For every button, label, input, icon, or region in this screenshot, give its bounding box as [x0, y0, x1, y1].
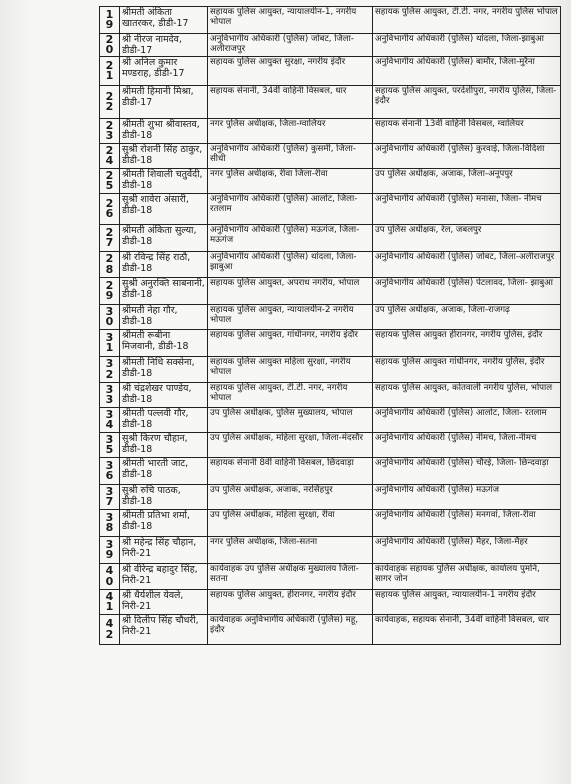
table-row — [100, 34, 561, 57]
table-row — [100, 510, 561, 537]
table-row — [100, 458, 561, 485]
new-posting-cell: कार्यवाहक सहायक पुलिस अधीक्षक, कार्यालय पुमनि, सागर जोन — [373, 564, 561, 590]
table-row — [100, 225, 561, 252]
officer-name-cell: श्री महेन्द्र सिंह चौहान, निरी-21 — [120, 537, 208, 564]
serial-number-cell: 24 — [100, 144, 120, 169]
serial-number-cell: 20 — [100, 34, 120, 57]
officer-name-cell: श्री अनिल कुमार मण्डराह, डीडी-17 — [120, 57, 208, 86]
officer-name-cell: श्रीमती भारती जाट, डीडी-18 — [120, 458, 208, 485]
current-posting-cell: सहायक पुलिस आयुक्त महिला सुरक्षा, नगरीय भोपाल — [208, 357, 373, 383]
table-row — [100, 564, 561, 590]
current-posting-cell: अनुविभागीय अधिकारी (पुलिस) जोबट, जिला-अलीराजपुर — [208, 34, 373, 57]
officer-name-cell: श्रीमती निधि सक्सेना, डीडी-18 — [120, 357, 208, 383]
serial-number-cell: 23 — [100, 119, 120, 144]
table-row — [100, 169, 561, 194]
table-row — [100, 383, 561, 408]
new-posting-cell: अनुविभागीय अधिकारी (पुलिस) मऊगंज — [373, 485, 561, 510]
serial-number-cell: 32 — [100, 357, 120, 383]
table-row — [100, 590, 561, 615]
table-row — [100, 330, 561, 357]
serial-number-cell: 26 — [100, 194, 120, 225]
officer-name-cell: श्री चंद्रशेखर पाण्डेय, डीडी-18 — [120, 383, 208, 408]
serial-number-cell: 40 — [100, 564, 120, 590]
current-posting-cell: अनुविभागीय अधिकारी (पुलिस) थांदला, जिला-झाबुआ — [208, 252, 373, 278]
new-posting-cell: उप पुलिस अधीक्षक, अजाक, जिला-राजगढ़ — [373, 305, 561, 330]
officer-name-cell: श्रीमती शुभा श्रीवास्तव, डीडी-18 — [120, 119, 208, 144]
serial-number-cell: 35 — [100, 433, 120, 458]
officer-name-cell: श्रीमती हिमानी मिश्रा, डीडी-17 — [120, 86, 208, 119]
serial-number-cell: 25 — [100, 169, 120, 194]
new-posting-cell: उप पुलिस अधीक्षक, रेल, जबलपुर — [373, 225, 561, 252]
new-posting-cell: सहायक पुलिस आयुक्त, परदेशीपुरा, नगरीय पुलिस, जिला-इंदौर — [373, 86, 561, 119]
serial-number-cell: 27 — [100, 225, 120, 252]
serial-number-cell: 37 — [100, 485, 120, 510]
officer-name-cell: श्रीमती पल्लवी गौर, डीडी-18 — [120, 408, 208, 433]
transfer-table — [99, 6, 561, 645]
serial-number-cell: 39 — [100, 537, 120, 564]
current-posting-cell: नगर पुलिस अधीक्षक, जिला-सतना — [208, 537, 373, 564]
current-posting-cell: सहायक पुलिस आयुक्त, हीरानगर, नगरीय इंदौर — [208, 590, 373, 615]
table-row — [100, 433, 561, 458]
table-row — [100, 144, 561, 169]
current-posting-cell: उप पुलिस अधीक्षक, महिला सुरक्षा, रीवा — [208, 510, 373, 537]
new-posting-cell: सहायक पुलिस आयुक्त, न्यायालयीन-1 नगरीय इंदौर — [373, 590, 561, 615]
officer-name-cell: सुश्री शावेरा अंसारी, डीडी-18 — [120, 194, 208, 225]
new-posting-cell: अनुविभागीय अधिकारी (पुलिस) बामौर, जिला-मुरैना — [373, 57, 561, 86]
current-posting-cell: उप पुलिस अधीक्षक, पुलिस मुख्यालय, भोपाल — [208, 408, 373, 433]
officer-name-cell: सुश्री किरण चौहान, डीडी-18 — [120, 433, 208, 458]
new-posting-cell: अनुविभागीय अधिकारी (पुलिस) कुरवाई, जिला-विदिशा — [373, 144, 561, 169]
serial-number-cell: 41 — [100, 590, 120, 615]
current-posting-cell: उप पुलिस अधीक्षक, अजाक, नरसिंहपुर — [208, 485, 373, 510]
table-row — [100, 119, 561, 144]
table-row — [100, 7, 561, 34]
current-posting-cell: सहायक सेनानी 8वीं वाहिनी विसबल, छिंदवाड़ा — [208, 458, 373, 485]
serial-number-cell: 34 — [100, 408, 120, 433]
serial-number-cell: 28 — [100, 252, 120, 278]
new-posting-cell: अनुविभागीय अधिकारी (पुलिस) थांदला, जिला-झाबुआ — [373, 34, 561, 57]
serial-number-cell: 33 — [100, 383, 120, 408]
serial-number-cell: 38 — [100, 510, 120, 537]
transfer-table-body — [100, 7, 561, 645]
new-posting-cell: अनुविभागीय अधिकारी (पुलिस) जोबट, जिला-अलीराजपुर — [373, 252, 561, 278]
current-posting-cell: नगर पुलिस अधीक्षक, रीवा जिला-रीवा — [208, 169, 373, 194]
new-posting-cell: अनुविभागीय अधिकारी (पुलिस) आलोट, जिला- रतलाम — [373, 408, 561, 433]
current-posting-cell: अनुविभागीय अधिकारी (पुलिस) मऊगंज, जिला-मऊगंज — [208, 225, 373, 252]
officer-name-cell: श्री नीरज नामदेव, डीडी-17 — [120, 34, 208, 57]
serial-number-cell: 21 — [100, 57, 120, 86]
table-row — [100, 252, 561, 278]
current-posting-cell: उप पुलिस अधीक्षक, महिला सुरक्षा, जिला-मंदसौर — [208, 433, 373, 458]
officer-name-cell: श्री वीरेन्द्र बहादुर सिंह, निरी-21 — [120, 564, 208, 590]
new-posting-cell: सहायक पुलिस आयुक्त गांधीनगर, नगरीय पुलिस, इंदौर — [373, 357, 561, 383]
new-posting-cell: अनुविभागीय अधिकारी (पुलिस) मनासा, जिला- नीमच — [373, 194, 561, 225]
new-posting-cell: अनुविभागीय अधिकारी (पुलिस) चौरई, जिला- छिन्दवाड़ा — [373, 458, 561, 485]
new-posting-cell: अनुविभागीय अधिकारी (पुलिस) मैहर, जिला-मैहर — [373, 537, 561, 564]
officer-name-cell: श्रीमती प्रतिभा शर्मा, डीडी-18 — [120, 510, 208, 537]
table-row — [100, 357, 561, 383]
new-posting-cell: सहायक पुलिस आयुक्त, कोतवाली नगरीय पुलिस, भोपाल — [373, 383, 561, 408]
scan-artifact — [250, 769, 290, 775]
current-posting-cell: सहायक पुलिस आयुक्त, अपराध नगरीय, भोपाल — [208, 278, 373, 305]
new-posting-cell: सहायक पुलिस आयुक्त हीरानगर, नगरीय पुलिस, इंदौर — [373, 330, 561, 357]
new-posting-cell: सहायक सेनानी 13वीं वाहिनी विसबल, ग्वालियर — [373, 119, 561, 144]
officer-name-cell: श्रीमती अंकिता सुल्या, डीडी-18 — [120, 225, 208, 252]
table-row — [100, 305, 561, 330]
current-posting-cell: अनुविभागीय अधिकारी (पुलिस) आलोट, जिला- रतलाम — [208, 194, 373, 225]
current-posting-cell: सहायक पुलिस आयुक्त, न्यायालयीन-2 नगरीय भोपाल — [208, 305, 373, 330]
new-posting-cell: अनुविभागीय अधिकारी (पुलिस) नीमच, जिला-नीमच — [373, 433, 561, 458]
officer-name-cell: श्रीमती अंकिता खातरकर, डीडी-17 — [120, 7, 208, 34]
table-row — [100, 278, 561, 305]
officer-name-cell: श्री धैर्यशील येवले, निरी-21 — [120, 590, 208, 615]
serial-number-cell: 29 — [100, 278, 120, 305]
current-posting-cell: अनुविभागीय अधिकारी (पुलिस) कुसमी, जिला-सीधी — [208, 144, 373, 169]
serial-number-cell: 19 — [100, 7, 120, 34]
current-posting-cell: कार्यवाहक अनुविभागीय अधिकारी (पुलिस) महू, इंदौर — [208, 615, 373, 645]
table-row — [100, 537, 561, 564]
officer-name-cell: श्रीमती शिवाली चतुर्वेदी, डीडी-18 — [120, 169, 208, 194]
current-posting-cell: सहायक पुलिस आयुक्त, टी.टी. नगर, नगरीय भोपाल — [208, 383, 373, 408]
new-posting-cell: कार्यवाहक, सहायक सेनानी, 34वीं वाहिनी विसबल, धार — [373, 615, 561, 645]
current-posting-cell: सहायक सेनानी, 34वीं वाहिनी विसबल, धार — [208, 86, 373, 119]
serial-number-cell: 31 — [100, 330, 120, 357]
current-posting-cell: सहायक पुलिस आयुक्त सुरक्षा, नगरीय इंदौर — [208, 57, 373, 86]
officer-name-cell: श्रीमती नेहा गौर, डीडी-18 — [120, 305, 208, 330]
current-posting-cell: सहायक पुलिस आयुक्त, न्यायालयीन-1, नगरीय भोपाल — [208, 7, 373, 34]
officer-name-cell: श्रीमती रूबीना मिजवानी, डीडी-18 — [120, 330, 208, 357]
table-row — [100, 86, 561, 119]
table-row — [100, 485, 561, 510]
serial-number-cell: 22 — [100, 86, 120, 119]
new-posting-cell: अनुविभागीय अधिकारी (पुलिस) मनगवां, जिला-रीवा — [373, 510, 561, 537]
officer-name-cell: सुश्री अनुरक्ति साबनानी, डीडी-18 — [120, 278, 208, 305]
current-posting-cell: सहायक पुलिस आयुक्त, गांधीनगर, नगरीय इंदौर — [208, 330, 373, 357]
serial-number-cell: 30 — [100, 305, 120, 330]
new-posting-cell: उप पुलिस अधीक्षक, अजाक, जिला-अनूपपुर — [373, 169, 561, 194]
table-row — [100, 57, 561, 86]
table-row — [100, 615, 561, 645]
new-posting-cell: अनुविभागीय अधिकारी (पुलिस) पेटलावद, जिला- झाबुआ — [373, 278, 561, 305]
serial-number-cell: 42 — [100, 615, 120, 645]
officer-name-cell: सुश्री रुचि पाठक, डीडी-18 — [120, 485, 208, 510]
officer-name-cell: श्री दिलीप सिंह चौधरी, निरी-21 — [120, 615, 208, 645]
new-posting-cell: सहायक पुलिस आयुक्त, टी.टी. नगर, नगरीय पुलिस भोपाल — [373, 7, 561, 34]
current-posting-cell: कार्यवाहक उप पुलिस अधीक्षक मुख्यालय जिला-सतना — [208, 564, 373, 590]
officer-name-cell: सुश्री रोशनी सिंह ठाकुर, डीडी-18 — [120, 144, 208, 169]
serial-number-cell: 36 — [100, 458, 120, 485]
table-row — [100, 194, 561, 225]
table-row — [100, 408, 561, 433]
officer-name-cell: श्री रविन्द्र सिंह राठौ, डीडी-18 — [120, 252, 208, 278]
current-posting-cell: नगर पुलिस अधीक्षक, जिला-ग्वालियर — [208, 119, 373, 144]
